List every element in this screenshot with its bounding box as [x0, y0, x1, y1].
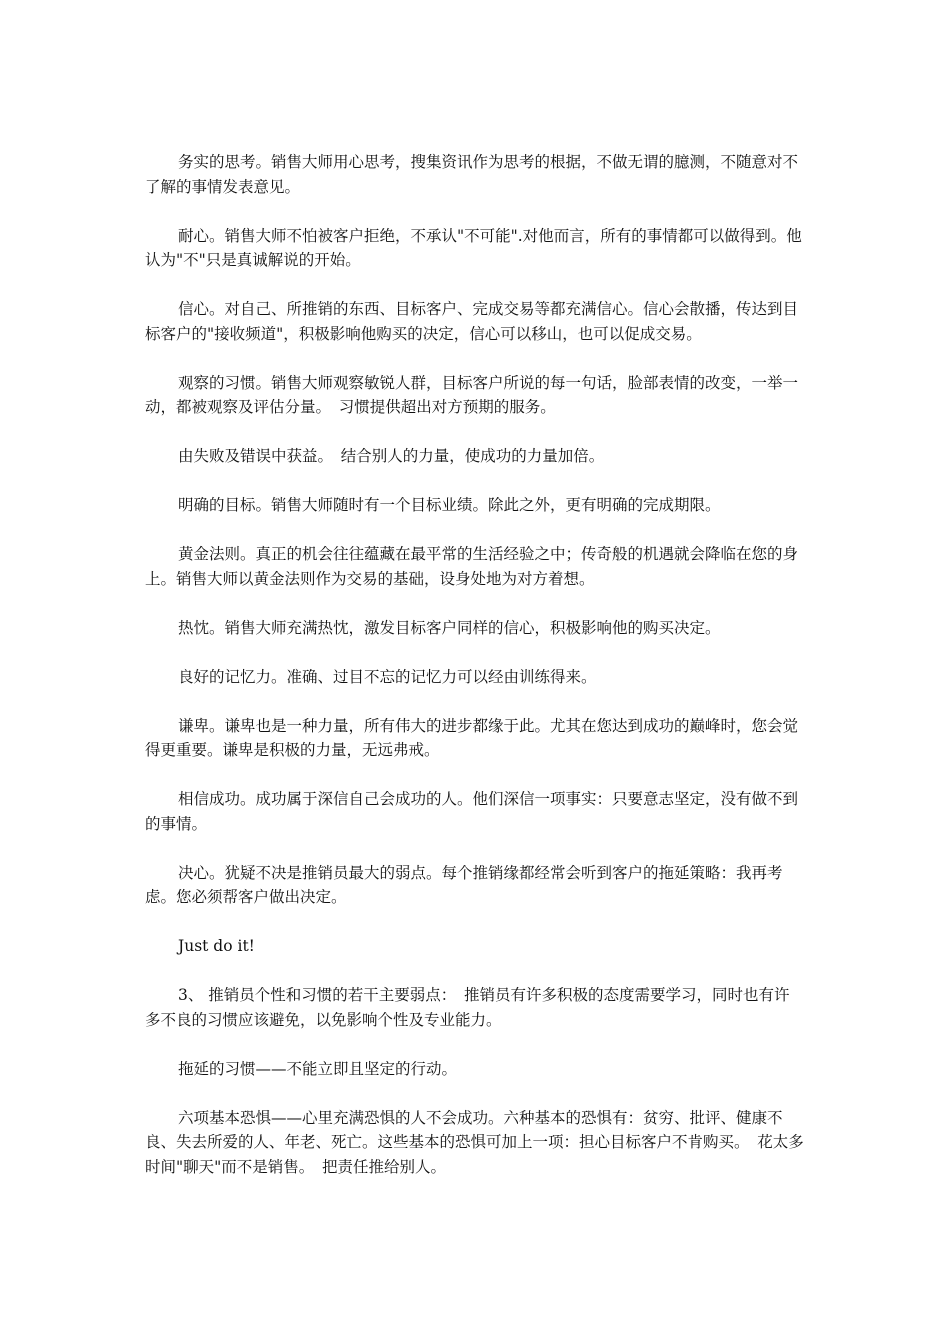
paragraph-clear-goal: 明确的目标。销售大师随时有一个目标业绩。除此之外，更有明确的完成期限。: [178, 496, 721, 514]
paragraph-confidence: 信心。对自己、所推销的东西、目标客户、完成交易等都充满信心。信心会散播，传达到目标客户的"接收频道"，积极影响他购买的决定，信心可以移山，也可以促成交易。: [145, 300, 799, 343]
paragraph-basic-fears: 六项基本恐惧——心里充满恐惧的人不会成功。六种基本的恐惧有：贫穷、批评、健康不良、失去所爱的人、年老、死亡。这些基本的恐惧可加上一项：担心目标客户不肯购买。 花太多时间"聊天"而不是销售。 把责任推给别人。: [145, 1108, 804, 1176]
paragraph-golden-rule: 黄金法则。真正的机会往往蕴藏在最平常的生活经验之中；传奇般的机遇就会降临在您的身上。销售大师以黄金法则作为交易的基础，设身处地为对方着想。: [145, 545, 799, 588]
paragraph-observation: 观察的习惯。销售大师观察敏锐人群，目标客户所说的每一句话，脸部表情的改变，一举一动，都被观察及评估分量。 习惯提供超出对方预期的服务。: [145, 373, 799, 416]
paragraph-weaknesses: 3、 推销员个性和习惯的若干主要弱点： 推销员有许多积极的态度需要学习，同时也有许多不良的习惯应该避免，以免影响个性及专业能力。: [145, 986, 790, 1029]
paragraph-humility: 谦卑。谦卑也是一种力量，所有伟大的进步都缘于此。尤其在您达到成功的巅峰时，您会觉得更重要。谦卑是积极的力量，无远弗戒。: [145, 716, 799, 759]
paragraph-patience: 耐心。销售大师不怕被客户拒绝，不承认"不可能".对他而言，所有的事情都可以做得到。他认为"不"只是真诚解说的开始。: [145, 226, 802, 269]
document-body: [145, 150, 805, 1204]
paragraph-just-do-it: Just do it!: [178, 937, 255, 955]
paragraph-learn-from-failure: 由失败及错误中获益。 结合别人的力量，使成功的力量加倍。: [178, 447, 605, 465]
paragraph-memory: 良好的记忆力。准确、过目不忘的记忆力可以经由训练得来。: [178, 667, 597, 686]
paragraph-determination: 决心。犹疑不决是推销员最大的弱点。每个推销缘都经常会听到客户的拖延策略：我再考虑。您必须帮客户做出决定。: [145, 863, 783, 906]
paragraph-procrastination: 拖延的习惯——不能立即且坚定的行动。: [178, 1059, 458, 1078]
paragraph-enthusiasm: 热忱。销售大师充满热忱，激发目标客户同样的信心，积极影响他的购买决定。: [178, 618, 721, 637]
paragraph-believe-success: 相信成功。成功属于深信自己会成功的人。他们深信一项事实：只要意志坚定，没有做不到的事情。: [145, 790, 799, 833]
paragraph-practical-thinking: 务实的思考。销售大师用心思考，搜集资讯作为思考的根据，不做无谓的臆测，不随意对不了解的事情发表意见。: [145, 153, 799, 196]
